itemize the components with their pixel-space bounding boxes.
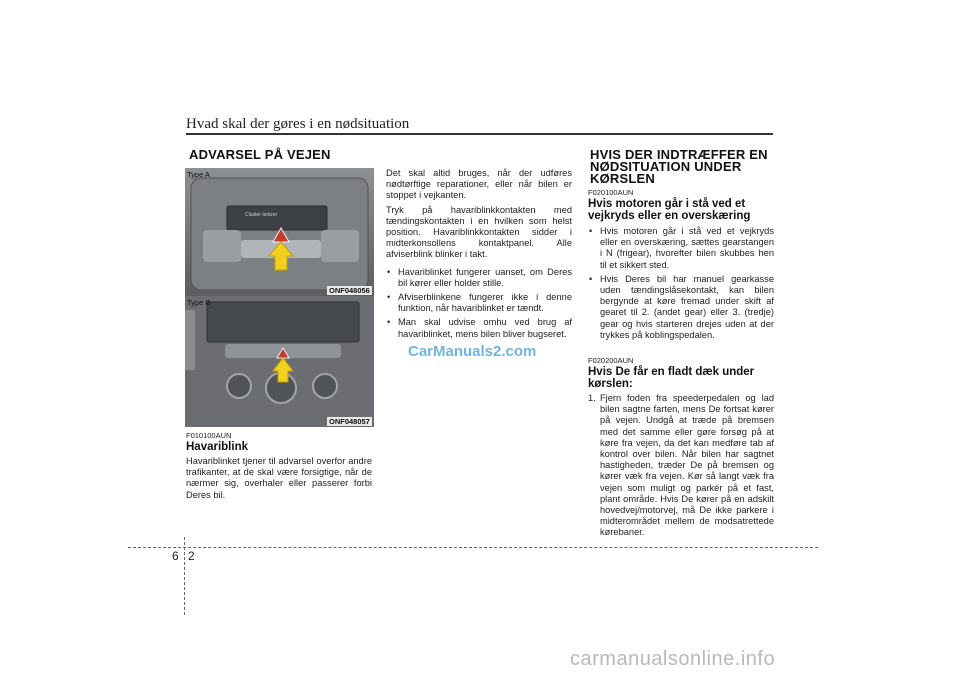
image-type-a-label: Type A xyxy=(187,170,210,179)
list-item: • Havariblinket fungerer uanset, om Deres bil kører eller holder stille. xyxy=(386,267,572,289)
paragraph-use: Det skal altid bruges, når der udføres nødtørftige reparationer, eller når bilen er stoppet i vejkanten. xyxy=(386,168,572,201)
header-rule xyxy=(186,133,773,135)
code-flat-tire: F020200AUN xyxy=(588,356,634,365)
section-title-warning: ADVARSEL PÅ VEJEN xyxy=(189,147,331,162)
subhead-flat-tire: Hvis De får en fladt dæk under kørslen: xyxy=(588,366,755,390)
section-number: 6 xyxy=(172,549,179,563)
console-illustration-a xyxy=(185,168,374,296)
hazard-switch-image-type-a xyxy=(185,168,374,296)
svg-text:Cluster Ionizer: Cluster Ionizer xyxy=(245,212,278,218)
paragraph-hazard xyxy=(186,456,372,504)
image-code-a: ONF048056 xyxy=(329,286,370,295)
subhead-stall: Hvis motoren går i stå ved et vejkryds eller en overskæring xyxy=(588,198,751,222)
hazard-switch-image-type-b xyxy=(185,296,374,427)
page-number: 2 xyxy=(188,549,195,563)
watermark-bottom: carmanualsonline.info xyxy=(570,648,776,670)
paragraph-hazard-text: Havariblinket tjener til advarsel overfor andre trafikanter, at de skal være forsigtige, når de nærmer sig, overhaler eller passerer forbi Deres bil. xyxy=(186,456,372,500)
list-item: • Hvis motoren går i stå ved et vejkryds eller en overskæring, sættes gearstangen i N (frigear), hvorefter bilen skubbes hen til et sikkert sted. xyxy=(588,226,774,271)
footer-divider xyxy=(128,547,818,548)
middle-column xyxy=(386,168,572,343)
stall-bullets xyxy=(588,226,774,341)
paragraph-press: Tryk på havariblinkkontakten med tændingskontakten i en hvilken som helst position. Havariblinkkontakten sidder i midterkonsollens kontaktpanel. Alle afviserblink blinker i takt. xyxy=(386,204,572,260)
flat-tire-steps xyxy=(588,393,774,539)
image-code-b: ONF048057 xyxy=(329,417,370,426)
list-item: • Man skal udvise omhu ved brug af havariblinket, mens bilen bliver bugseret. xyxy=(386,317,572,339)
watermark-top: CarManuals2.com xyxy=(408,343,537,360)
hazard-bullets xyxy=(386,267,572,340)
stall-section xyxy=(588,226,774,344)
page-header-title: Hvad skal der gøres i en nødsituation xyxy=(186,116,410,132)
list-item: • Hvis Deres bil har manuel gearkasse uden tændingslåsekontakt, kan bilen bergynde at køre fremad under skift af gearet til 2. (andet gear) eller 3. (tredje) gear og hvis starteren drejes uden at der trykkes på koblingspedalen. xyxy=(588,274,774,341)
section-title-emergency: HVIS DER INDTRÆFFER EN NØDSITUATION UNDER KØRSLEN xyxy=(590,147,768,186)
code-stall: F020100AUN xyxy=(588,188,634,197)
list-item xyxy=(588,393,774,539)
step-text: Fjern foden fra speederpedalen og lad bilen sagtne farten, mens De fortsat kører på vejen. Undgå at træde på bremsen med det samme eller gøre forsøg på at køre fra vejen, da det kan medføre tab af kontrol over bilen. Når bilen har sagtnet hastigheden, træder De på bremsen og kører væk fra vejen. Kør så langt væk fra vejen som muligt og parkér på et fast, plant område. Hvis De kører på en adskilt hovedvej/motorvej, må De ikke parkere i midterområdet mellem de modsatrettede kørebaner. xyxy=(600,393,774,538)
subhead-hazard: Havariblink xyxy=(186,441,248,453)
flat-tire-section xyxy=(588,393,774,539)
code-hazard: F010100AUN xyxy=(186,431,232,440)
step-number: 1. xyxy=(588,393,596,403)
list-item: • Afviserblinkene fungerer ikke i denne funktion, når havariblinket er tændt. xyxy=(386,292,572,314)
console-illustration-b xyxy=(185,296,374,427)
footer-vertical-divider xyxy=(184,537,185,615)
image-type-b-label: Type B xyxy=(187,298,211,307)
